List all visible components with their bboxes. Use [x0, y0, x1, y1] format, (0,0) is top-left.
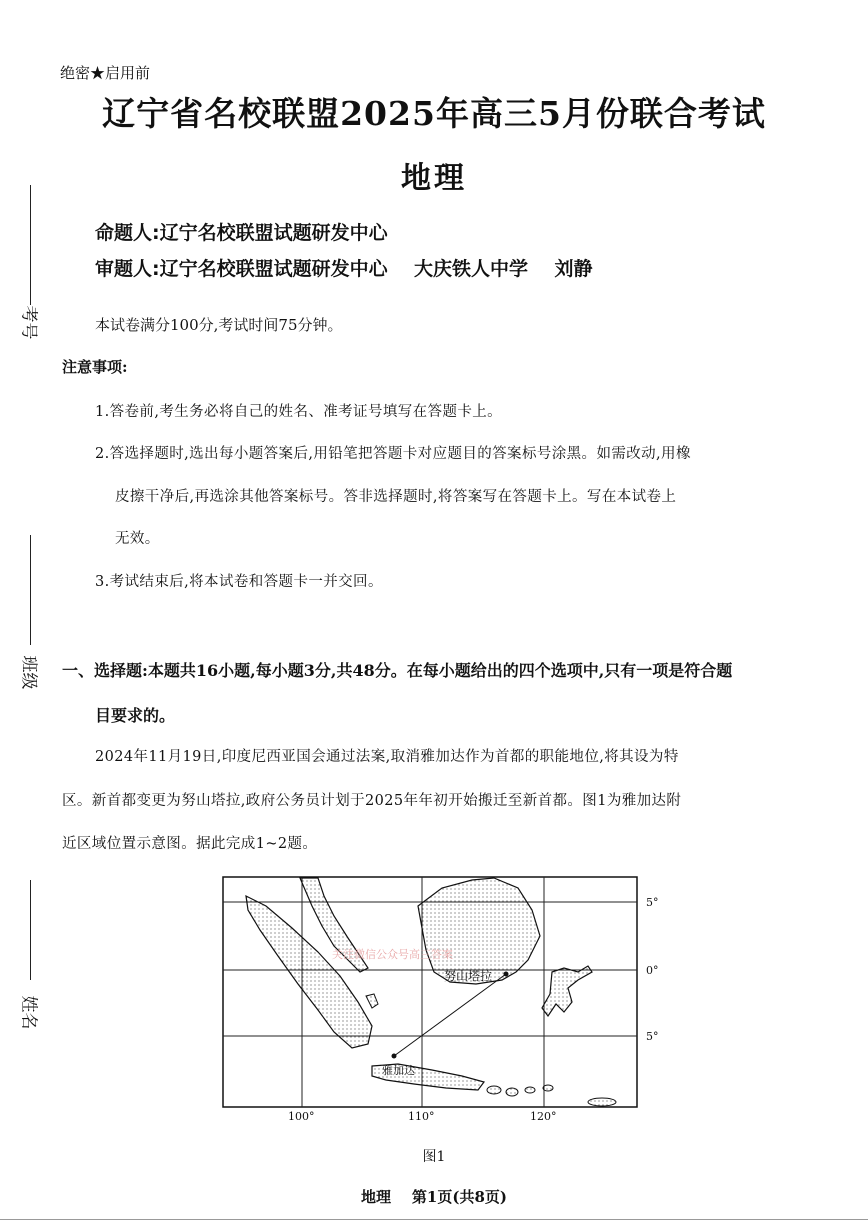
- nusantara-marker: [504, 972, 509, 977]
- reviewer-line: 审题人:辽宁名校联盟试题研发中心 大庆铁人中学 刘静: [95, 258, 593, 280]
- secret-label: 绝密★启用前: [60, 64, 151, 82]
- notice-item-1: 1.答卷前,考生务必将自己的姓名、准考证号填写在答题卡上。: [95, 404, 503, 420]
- map-svg: [222, 876, 638, 1108]
- figure-1-map: [222, 876, 659, 1123]
- author-line: 命题人:辽宁名校联盟试题研发中心: [95, 222, 388, 244]
- notice-item-2-line-2: 皮擦干净后,再选涂其他答案标号。答非选择题时,将答案写在答题卡上。写在本试卷上: [115, 489, 677, 505]
- lat-label-5s: 5°: [646, 1030, 659, 1043]
- exam-title: 辽宁省名校联盟2025年高三5月份联合考试: [102, 94, 766, 133]
- passage-line-1: 2024年11月19日,印度尼西亚国会通过法案,取消雅加达作为首都的职能地位,将其设为特: [95, 749, 679, 765]
- notice-heading: 注意事项:: [62, 358, 128, 376]
- binding-label-name: 姓名: [18, 995, 39, 1030]
- figure-caption: 图1: [422, 1149, 446, 1165]
- jakarta-label: 雅加达: [382, 1064, 415, 1077]
- notice-item-2-line-3: 无效。: [115, 531, 160, 547]
- nusantara-label: 努山塔拉: [444, 969, 493, 983]
- lon-label-100: 100°: [288, 1110, 315, 1123]
- lat-label-0: 0°: [646, 964, 659, 977]
- binding-label-exam-number: 考号: [18, 305, 39, 340]
- section-heading-line-2: 目要求的。: [95, 706, 176, 725]
- lon-label-120: 120°: [530, 1110, 557, 1123]
- section-heading-line-1: 一、选择题:本题共16小题,每小题3分,共48分。在每小题给出的四个选项中,只有一项是符合题: [62, 661, 733, 680]
- exam-info: 本试卷满分100分,考试时间75分钟。: [95, 316, 343, 334]
- binding-label-class: 班级: [18, 655, 39, 690]
- binding-line-mid: [30, 535, 31, 645]
- lat-label-5n: 5°: [646, 896, 659, 909]
- notice-item-3: 3.考试结束后,将本试卷和答题卡一并交回。: [95, 574, 383, 590]
- passage-line-2: 区。新首都变更为努山塔拉,政府公务员计划于2025年年初开始搬迁至新首都。图1为雅加达附: [62, 793, 682, 809]
- page-footer: 地理 第1页(共8页): [361, 1188, 507, 1206]
- lon-label-110: 110°: [408, 1110, 435, 1123]
- binding-line-bottom: [30, 880, 31, 980]
- binding-line-top: [30, 185, 31, 305]
- watermark-text: 关注微信公众号高三答案: [332, 948, 453, 961]
- subject-title: 地理: [401, 161, 467, 196]
- notice-item-2-line-1: 2.答选择题时,选出每小题答案后,用铅笔把答题卡对应题目的答案标号涂黑。如需改动,用橡: [95, 446, 691, 462]
- passage-line-3: 近区域位置示意图。据此完成1~2题。: [62, 836, 318, 852]
- jakarta-marker: [392, 1054, 397, 1059]
- bottom-rule: [0, 1219, 868, 1220]
